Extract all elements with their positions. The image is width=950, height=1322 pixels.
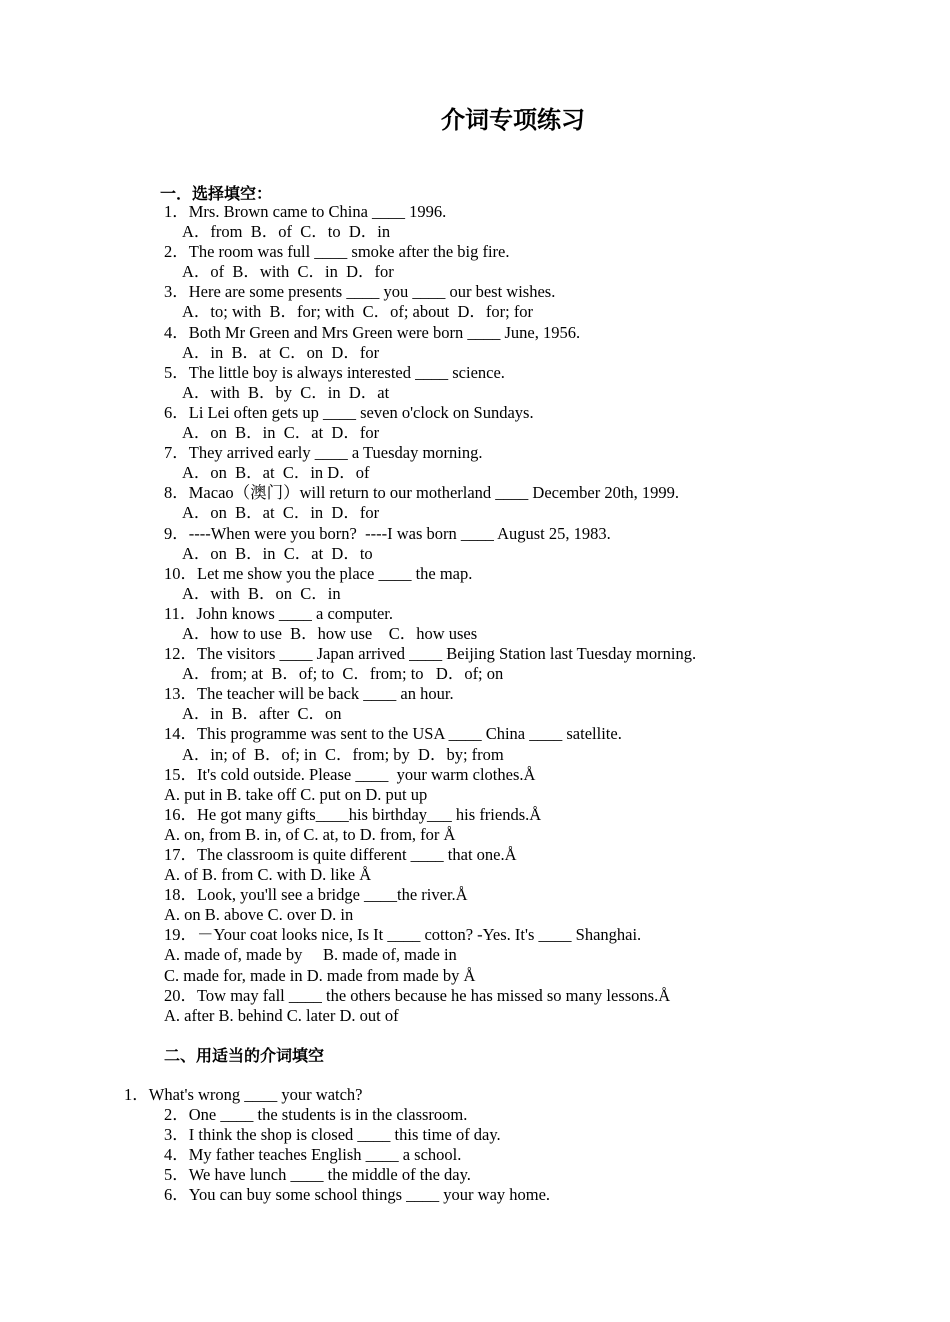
options-line: A．from B．of C．to D．in: [182, 222, 391, 242]
question-line: 7．They arrived early ____ a Tuesday morning.: [164, 443, 483, 463]
section-2-item: 3．I think the shop is closed ____ this time of day.: [164, 1125, 501, 1145]
options-line: A. on B. above C. over D. in: [164, 905, 354, 925]
question-line: 10．Let me show you the place ____ the map.: [164, 563, 473, 583]
options-line: A．how to use B．how use C．how uses: [182, 623, 478, 643]
section-2-item: 2．One ____ the students is in the classroom.: [164, 1105, 468, 1124]
question-line: 1．Mrs. Brown came to China ____ 1996.: [164, 202, 447, 221]
options-line: A. after B. behind C. later D. out of: [164, 1005, 399, 1025]
question-line: 2．The room was full ____ smoke after the big fire.: [164, 242, 510, 262]
section-2-heading: 二、用适当的介词填空: [164, 1046, 325, 1065]
question-line: 13．The teacher will be back ____ an hour.: [164, 684, 454, 704]
options-line: C. made for, made in D. made from made by Å: [164, 965, 476, 985]
question-line: 9．----When were you born? ----I was born ____ August 25, 1983.: [164, 523, 611, 543]
question-line: 8．Macao（澳门）will return to our motherland ____ December 20th, 1999.: [164, 483, 680, 503]
section-1-list: [164, 202, 696, 1026]
options-line: A．in B．at C．on D．for: [182, 342, 380, 362]
question-line: 3．Here are some presents ____ you ____ our best wishes.: [164, 282, 556, 302]
options-line: A．with B．by C．in D．at: [182, 382, 390, 402]
options-line: A．on B．in C．at D．for: [182, 423, 380, 443]
options-line: A．of B．with C．in D．for: [182, 262, 394, 282]
options-line: A. made of, made by B. made of, made in: [164, 945, 457, 965]
section-1-heading: 一．选择填空：: [160, 184, 273, 203]
question-line: 15．It's cold outside. Please ____ your warm clothes.Å: [164, 764, 536, 784]
section-2-item: 6．You can buy some school things ____ your way home.: [164, 1185, 551, 1205]
options-line: A．in; of B．of; in C．from; by D．by; from: [182, 744, 504, 764]
question-line: 4．Both Mr Green and Mrs Green were born ____ June, 1956.: [164, 322, 581, 342]
section-2-item: 5．We have lunch ____ the middle of the day.: [164, 1165, 471, 1185]
options-line: A．from; at B．of; to C．from; to D．of; on: [182, 664, 504, 684]
question-line: 6．Li Lei often gets up ____ seven o'clock on Sundays.: [164, 402, 534, 422]
options-line: A．with B．on C．in: [182, 583, 341, 603]
question-line: 14．This programme was sent to the USA ____ China ____ satellite.: [164, 724, 622, 744]
options-line: A．on B．at C．in D．of: [182, 463, 370, 483]
options-line: A. of B. from C. with D. like Å: [164, 865, 372, 885]
question-line: 12．The visitors ____ Japan arrived ____ Beijing Station last Tuesday morning.: [164, 644, 697, 664]
question-line: 5．The little boy is always interested ____ science.: [164, 362, 505, 382]
section-2-item-1: 1．What's wrong ____ your watch?: [124, 1085, 363, 1104]
options-line: A. on, from B. in, of C. at, to D. from, for Å: [164, 824, 456, 844]
options-line: A．on B．in C．at D．to: [182, 543, 373, 563]
question-line: 17．The classroom is quite different ____ that one.Å: [164, 845, 517, 864]
question-line: 18．Look, you'll see a bridge ____the river.Å: [164, 885, 468, 905]
section-2-list: [164, 1105, 550, 1205]
question-line: 16．He got many gifts____his birthday___ his friends.Å: [164, 804, 542, 824]
question-line: 20．Tow may fall ____ the others because he has missed so many lessons.Å: [164, 985, 671, 1005]
options-line: A．in B．after C．on: [182, 704, 342, 724]
question-line: 19．－Your coat looks nice, Is It ____ cotton? -Yes. It's ____ Shanghai.: [164, 925, 642, 945]
options-line: A．to; with B．for; with C．of; about D．for; for: [182, 302, 534, 322]
options-line: A．on B．at C．in D．for: [182, 503, 380, 523]
page-title: 介词专项练习: [441, 106, 585, 134]
options-line: A. put in B. take off C. put on D. put up: [164, 784, 428, 804]
question-line: 11．John knows ____ a computer.: [164, 603, 393, 623]
section-2-item: 4．My father teaches English ____ a school.: [164, 1145, 462, 1165]
